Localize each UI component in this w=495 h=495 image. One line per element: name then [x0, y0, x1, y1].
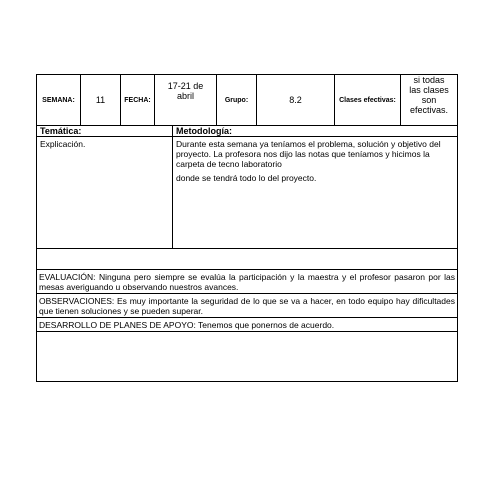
column-titles-row — [36, 126, 458, 137]
clases-value: si todas las clases son efectivas. — [409, 75, 449, 115]
tematica-text: Explicación. — [40, 139, 86, 149]
metodologia-title-cell — [173, 126, 457, 136]
tematica-content-cell — [37, 137, 173, 248]
clases-label-cell — [335, 75, 401, 125]
weekly-report-form — [36, 74, 458, 382]
semana-label: SEMANA: — [42, 96, 75, 104]
evaluacion-text: EVALUACIÓN: Ninguna pero siempre se evalúa la participación y la maestra y el profesor pasaron por las mesas averiguando u observando nuestros avances. — [36, 270, 458, 294]
grupo-label: Grupo: — [224, 96, 249, 104]
clases-value-cell — [401, 75, 457, 125]
blank-row — [36, 249, 458, 270]
grupo-label-cell — [217, 75, 257, 125]
content-row — [36, 137, 458, 249]
metodologia-label: Metodología: — [176, 126, 232, 136]
semana-value: 11 — [95, 95, 106, 105]
observaciones-text: OBSERVACIONES: Es muy importante la seguridad de lo que se va a hacer, en todo equipo hay dificultades que tienen soluciones y se pueden superar. — [36, 294, 458, 318]
blank-bottom-area — [36, 332, 458, 382]
fecha-label: FECHA: — [124, 96, 151, 104]
metodologia-content-cell — [173, 137, 457, 248]
fecha-value-cell — [155, 75, 217, 125]
semana-label-cell — [37, 75, 81, 125]
fecha-value: 17-21 de abril — [167, 81, 204, 101]
grupo-value-cell — [257, 75, 335, 125]
fecha-label-cell — [121, 75, 155, 125]
desarrollo-text: DESARROLLO DE PLANES DE APOYO: Tenemos que ponernos de acuerdo. — [36, 318, 458, 332]
grupo-value: 8.2 — [289, 95, 302, 105]
tematica-title-cell — [37, 126, 173, 136]
tematica-label: Temática: — [40, 126, 82, 136]
metodologia-paragraph-1: Durante esta semana ya teníamos el problema, solución y objetivo del proyecto. La profesora nos dijo las notas que teníamos y hicimos la carpeta de tecno laboratorio — [176, 139, 441, 169]
clases-label: Clases efectivas: — [339, 96, 396, 104]
metodologia-paragraph-2: donde se tendrá todo lo del proyecto. — [176, 173, 317, 183]
header-row — [36, 74, 458, 126]
semana-value-cell — [81, 75, 121, 125]
